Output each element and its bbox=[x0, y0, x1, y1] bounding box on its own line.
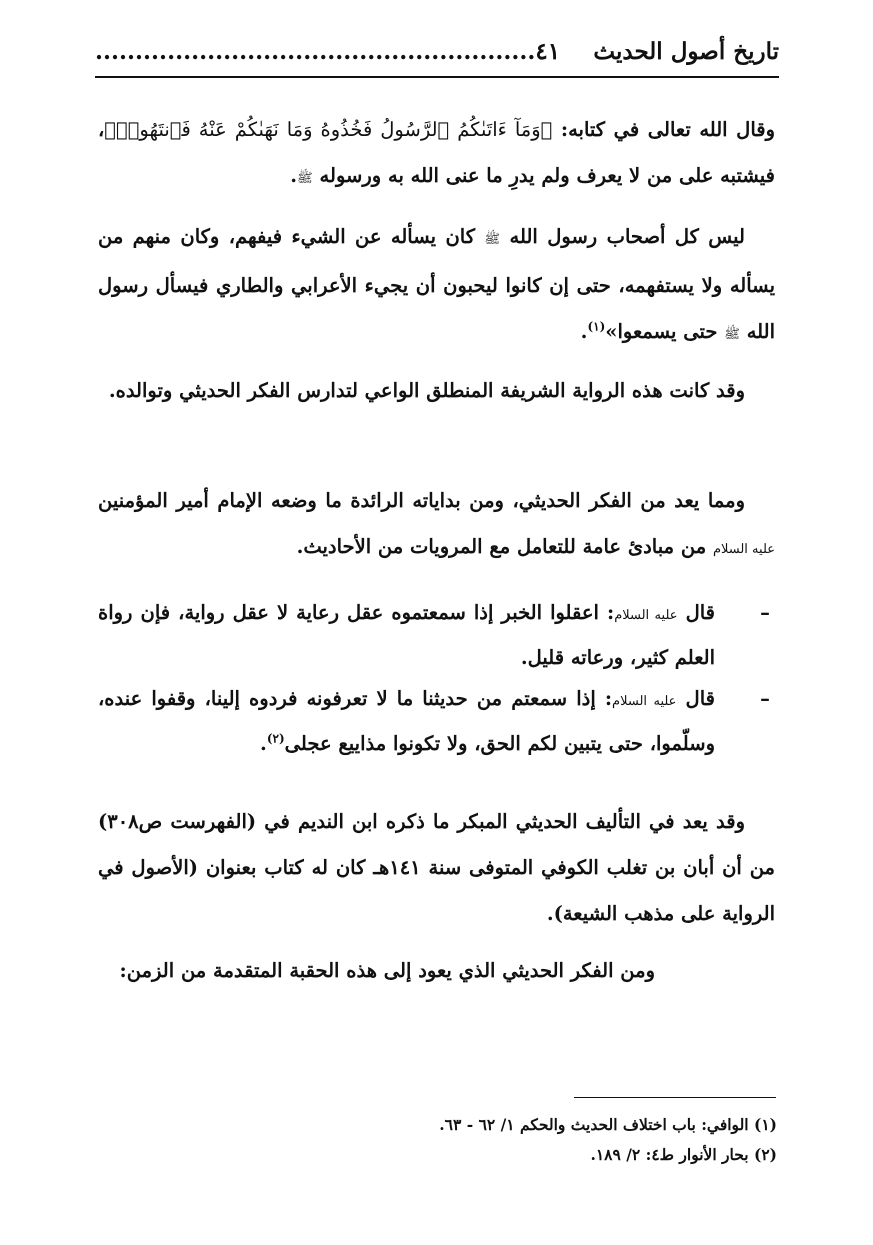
paragraph-5-text: وقد يعد في التأليف الحديثي المبكر ما ذكره ابن النديم في (الفهرست ص٣٠٨) من أن أبان بن تغلب الكوفي المتوفى سنة ١٤١هـ كان له كتاب بعنوان (الأصول في الرواية على مذهب الشيعة). bbox=[98, 810, 775, 925]
list-item bbox=[98, 592, 775, 679]
paragraph-1-end: . bbox=[290, 164, 298, 187]
header-title: تاريخ أصول الحديث bbox=[593, 38, 779, 65]
salawat-symbol: ﷺ bbox=[297, 171, 313, 186]
bullet-2-final: . bbox=[260, 732, 267, 755]
footnote-ref-1: (١) bbox=[587, 319, 606, 334]
bullet-1-text: : اعقلوا الخبر إذا سمعتموه عقل رعاية لا عقل رواية، فإن رواة العلم كثير، ورعاته قليل. bbox=[98, 601, 715, 669]
alayhi-symbol: عليه السلام bbox=[612, 694, 677, 709]
footnote-2: (٢) بحار الأنوار ط٤: ٢/ ١٨٩. bbox=[590, 1145, 777, 1164]
paragraph-5 bbox=[98, 799, 775, 937]
bullet-2-pre: قال bbox=[676, 687, 715, 710]
paragraph-1-post: ، فيشتبه على من لا يعرف ولم يدرِ ما عنى الله به ورسوله bbox=[98, 118, 775, 187]
paragraph-2-pre: ليس كل أصحاب رسول الله bbox=[500, 225, 745, 248]
paragraph-6-text: ومن الفكر الحديثي الذي يعود إلى هذه الحقبة المتقدمة من الزمن: bbox=[119, 959, 655, 982]
footnotes bbox=[97, 1110, 777, 1170]
paragraph-2-end: حتى يسمعوا» bbox=[605, 320, 725, 343]
salawat-symbol: ﷺ bbox=[484, 232, 501, 247]
paragraph-4-post: من مبادئ عامة للتعامل مع المرويات من الأحاديث. bbox=[296, 535, 713, 558]
paragraph-2-mid: كان يسأله عن الشيء فيفهم، وكان منهم من يسأله ولا يستفهمه، حتى إن كانوا ليحبون أن يجيء الأعرابي والطاري فيسأل رسول الله bbox=[98, 225, 775, 343]
alayhi-symbol: عليه السلام bbox=[712, 542, 775, 557]
running-header bbox=[95, 36, 779, 78]
paragraph-1-pre: وقال الله تعالى في كتابه: bbox=[552, 118, 775, 141]
list-item bbox=[98, 678, 775, 765]
header-page-number: ٤١....................................................... bbox=[95, 38, 561, 65]
paragraph-1 bbox=[98, 107, 775, 202]
bullet-dash: – bbox=[760, 687, 770, 710]
footnote-1: (١) الوافي: باب اختلاف الحديث والحكم ١/ ٦٢ - ٦٣. bbox=[439, 1115, 777, 1134]
paragraph-2-final: . bbox=[580, 320, 588, 343]
paragraph-3-text: وقد كانت هذه الرواية الشريفة المنطلق الواعي لتدارس الفكر الحديثي وتوالده. bbox=[108, 379, 745, 402]
paragraph-3 bbox=[98, 368, 775, 414]
bullet-dash: – bbox=[760, 601, 770, 624]
paragraph-2 bbox=[98, 214, 775, 358]
salawat-symbol: ﷺ bbox=[724, 327, 740, 342]
alayhi-symbol: عليه السلام bbox=[614, 608, 678, 623]
footnote-divider bbox=[574, 1097, 776, 1098]
bullet-1-pre: قال bbox=[677, 601, 715, 624]
paragraph-4-pre: ومما يعد من الفكر الحديثي، ومن بداياته الرائدة ما وضعه الإمام أمير المؤمنين bbox=[98, 489, 745, 512]
footnote-ref-2: (٢) bbox=[266, 731, 285, 746]
quran-verse: ﴿وَمَآ ءَاتَىٰكُمُ ٱلرَّسُولُ فَخُذُوهُ وَمَا نَهَىٰكُمْ عَنْهُ فَٱنتَهُوا۟﴾ bbox=[104, 118, 553, 141]
bullet-2-text: : إذا سمعتم من حديثنا ما لا تعرفونه فردوه إلينا، وقفوا عنده، وسلّموا، حتى يتبين لكم الحق، ولا تكونوا مذاييع عجلى bbox=[98, 687, 715, 755]
paragraph-6 bbox=[98, 948, 775, 994]
paragraph-4 bbox=[98, 478, 775, 573]
